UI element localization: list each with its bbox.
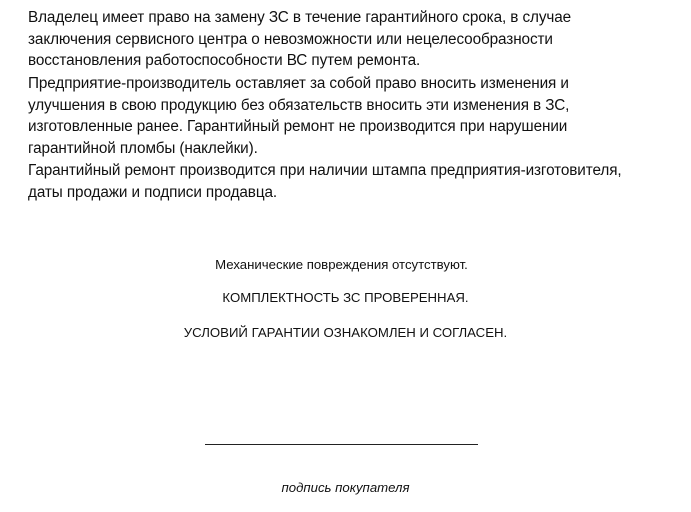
paragraph-line: Гарантийный ремонт производится при наличии штампа предприятия-изготовителя,: [28, 162, 622, 179]
paragraph-line: улучшения в свою продукцию без обязательств вносить эти изменения в ЗС,: [28, 96, 570, 114]
statement-no-mechanical-damage: Механические повреждения отсутствуют.: [215, 257, 468, 272]
statement-completeness-checked: КОМПЛЕКТНОСТЬ ЗС ПРОВЕРЕННАЯ.: [222, 290, 469, 305]
paragraph-replacement-right: [28, 7, 678, 72]
paragraph-warranty-conditions: [28, 160, 678, 203]
paragraph-line: Владелец имеет право на замену ЗС в течение гарантийного срока, в случае: [28, 9, 572, 26]
paragraph-line: даты продажи и подписи продавца.: [28, 183, 278, 201]
signature-caption: подпись покупателя: [281, 480, 410, 496]
paragraph-manufacturer-rights: [28, 73, 678, 159]
paragraph-line: восстановления работоспособности ВС путем ремонта.: [28, 52, 421, 69]
paragraph-line: изготовленные ранее. Гарантийный ремонт не производится при нарушении: [28, 118, 568, 135]
paragraph-line: гарантийной пломбы (наклейки).: [28, 139, 258, 157]
paragraph-line: Предприятие-производитель оставляет за собой право вносить изменения и: [28, 75, 569, 92]
paragraph-line: заключения сервисного центра о невозможности или нецелесообразности: [28, 30, 553, 48]
statement-terms-agreed: УСЛОВИЙ ГАРАНТИИ ОЗНАКОМЛЕН И СОГЛАСЕН.: [183, 325, 508, 340]
signature-line: [205, 444, 478, 445]
